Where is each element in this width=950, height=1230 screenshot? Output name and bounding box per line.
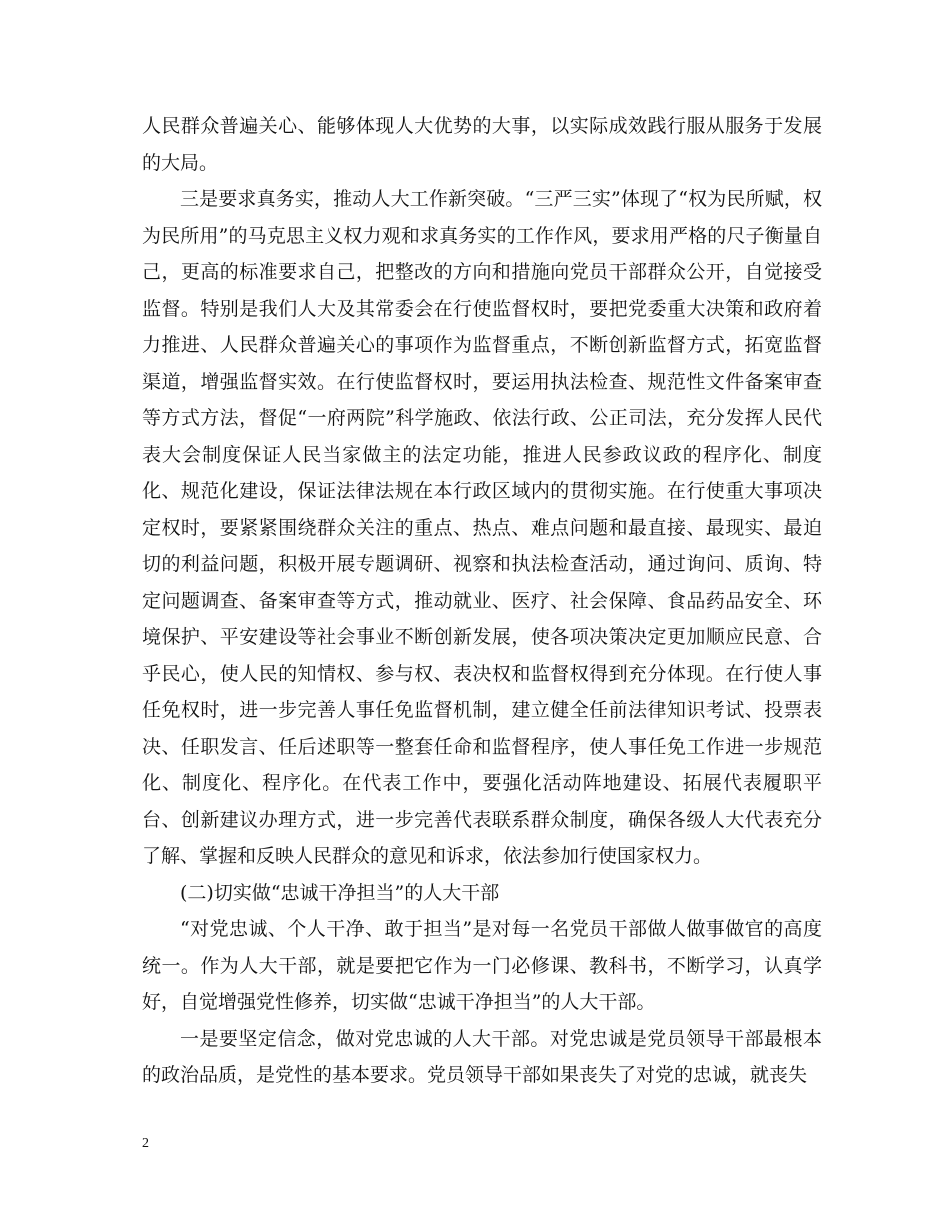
paragraph-3: “对党忠诚、个人干净、敢于担当”是对每一名党员干部做人做事做官的高度统一。作为人大干部，就是要把它作为一门必修课、教科书，不断学习，认真学好，自觉增强党性修养，切实做“忠诚干净担当”的人大干部。: [142, 918, 822, 1013]
document-body: [142, 108, 822, 1094]
paragraph-1: 人民群众普遍关心、能够体现人大优势的大事，以实际成效践行服从服务于发展的大局。: [142, 115, 822, 174]
paragraph-4: 一是要坚定信念，做对党忠诚的人大干部。对党忠诚是党员领导干部最根本的政治品质，是党性的基本要求。党员领导干部如果丧失了对党的忠诚，就丧失: [142, 1027, 822, 1086]
paragraph-2: 三是要求真务实，推动人大工作新突破。“三严三实”体现了“权为民所赋，权为民所用”的马克思主义权力观和求真务实的工作作风，要求用严格的尺子衡量自己，更高的标准要求自己，把整改的方向和措施向党员干部群众公开，自觉接受监督。特别是我们人大及其常委会在行使监督权时，要把党委重大决策和政府着力推进、人民群众普遍关心的事项作为监督重点，不断创新监督方式，拓宽监督渠道，增强监督实效。在行使监督权时，要运用执法检查、规范性文件备案审查等方式方法，督促“一府两院”科学施政、依法行政、公正司法，充分发挥人民代表大会制度保证人民当家做主的法定功能，推进人民参政议政的程序化、制度化、规范化建设，保证法律法规在本行政区域内的贯彻实施。在行使重大事项决定权时，要紧紧围绕群众关注的重点、热点、难点问题和最直接、最现实、最迫切的利益问题，积极开展专题调研、视察和执法检查活动，通过询问、质询、特定问题调查、备案审查等方式，推动就业、医疗、社会保障、食品药品安全、环境保护、平安建设等社会事业不断创新发展，使各项决策决定更加顺应民意、合乎民心，使人民的知情权、参与权、表决权和监督权得到充分体现。在行使人事任免权时，进一步完善人事任免监督机制，建立健全任前法律知识考试、投票表决、任职发言、任后述职等一整套任命和监督程序，使人事任免工作进一步规范化、制度化、程序化。在代表工作中，要强化活动阵地建设、拓展代表履职平台、创新建议办理方式，进一步完善代表联系群众制度，确保各级人大代表充分了解、掌握和反映人民群众的意见和诉求，依法参加行使国家权力。: [142, 188, 822, 867]
section-heading: (二)切实做“忠诚干净担当”的人大干部: [180, 881, 500, 904]
page-number: 2: [142, 1136, 149, 1151]
